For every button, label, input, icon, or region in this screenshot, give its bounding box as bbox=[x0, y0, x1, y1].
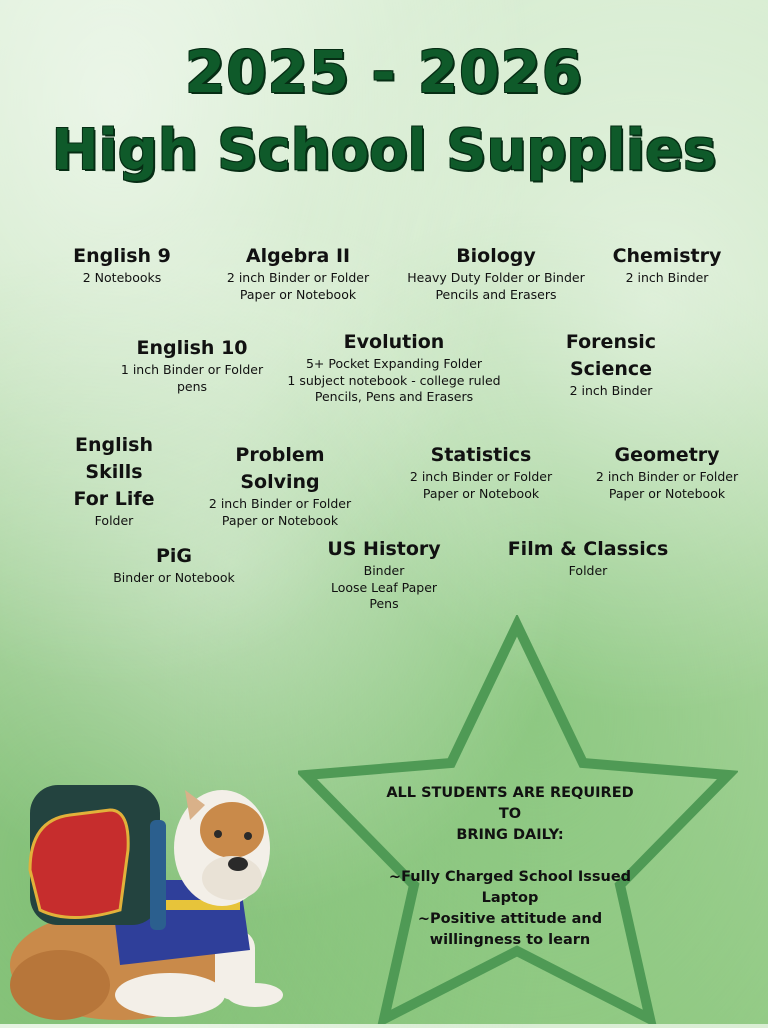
subject-name: Evolution bbox=[343, 331, 445, 353]
subject-name: Biology bbox=[456, 245, 536, 267]
star-note-line: willingness to learn bbox=[429, 932, 591, 948]
supply-item: 2 inch Binder or Folder bbox=[226, 270, 370, 285]
subject-name: Algebra II bbox=[245, 245, 351, 267]
star-note-line: Laptop bbox=[481, 890, 539, 906]
subject-pig bbox=[104, 543, 244, 587]
subject-biology bbox=[400, 243, 592, 303]
subject-name-line-2: Science bbox=[569, 358, 653, 380]
subject-name: Problem Solving bbox=[235, 444, 325, 493]
subject-evolution bbox=[284, 329, 504, 406]
subject-english-9 bbox=[52, 243, 192, 287]
subject-english-10 bbox=[112, 335, 272, 395]
subject-name: English 9 bbox=[73, 245, 171, 267]
subject-chemistry bbox=[600, 243, 734, 287]
subject-name-line-1: English Skills bbox=[75, 434, 153, 483]
bulldog-with-backpack-icon bbox=[0, 760, 300, 1024]
supply-item: 2 inch Binder or Folder bbox=[409, 469, 553, 484]
star-note-line: ~Positive attitude and bbox=[417, 911, 603, 927]
supply-item: 2 inch Binder bbox=[625, 270, 709, 285]
subject-geometry bbox=[586, 442, 748, 502]
subject-forensic-science bbox=[548, 329, 674, 400]
subject-name: Film & Classics bbox=[507, 538, 669, 560]
subject-algebra-2 bbox=[208, 243, 388, 303]
supply-item: Loose Leaf Paper bbox=[330, 579, 438, 595]
supply-item: 2 inch Binder bbox=[569, 383, 653, 398]
subject-name: US History bbox=[327, 538, 441, 560]
star-callout bbox=[298, 615, 738, 1024]
supply-item: Paper or Notebook bbox=[422, 485, 540, 501]
supply-item: 2 inch Binder or Folder bbox=[208, 496, 352, 511]
subject-problem-solving bbox=[194, 442, 366, 529]
supply-item: Folder bbox=[94, 513, 134, 528]
supply-item: Pens bbox=[369, 596, 399, 611]
title-years: 2025 - 2026 bbox=[184, 38, 584, 106]
supply-item: pens bbox=[176, 378, 208, 394]
subject-name-line-1: Forensic bbox=[565, 331, 657, 353]
star-note-line: ALL STUDENTS ARE REQUIRED TO bbox=[386, 785, 634, 822]
subject-us-history bbox=[314, 536, 454, 613]
subject-name: Statistics bbox=[430, 444, 532, 466]
star-note bbox=[378, 783, 642, 951]
subject-film-and-classics bbox=[502, 536, 674, 580]
star-note-line: ~Fully Charged School Issued bbox=[388, 869, 632, 885]
supply-item: Heavy Duty Folder or Binder bbox=[407, 270, 585, 285]
supply-item: Paper or Notebook bbox=[221, 512, 339, 528]
subject-name: Geometry bbox=[614, 444, 720, 466]
subject-name: English 10 bbox=[136, 337, 248, 359]
subject-name-line-2: For Life bbox=[73, 488, 155, 510]
subject-statistics bbox=[396, 442, 566, 502]
supply-item: Binder bbox=[363, 563, 405, 578]
supply-item: Pencils, Pens and Erasers bbox=[314, 389, 474, 404]
supply-item: Binder or Notebook bbox=[113, 570, 235, 585]
supply-item: Paper or Notebook bbox=[608, 485, 726, 501]
subject-name: Chemistry bbox=[612, 245, 722, 267]
subject-english-skills-for-life bbox=[44, 432, 184, 530]
supply-item: 1 subject notebook - college ruled bbox=[287, 372, 501, 388]
supply-item: Paper or Notebook bbox=[239, 286, 357, 302]
supply-item: 2 Notebooks bbox=[82, 270, 162, 285]
subject-name: PiG bbox=[155, 545, 193, 567]
supply-item: 1 inch Binder or Folder bbox=[120, 362, 264, 377]
supply-item: Folder bbox=[568, 563, 608, 578]
supply-item: 5+ Pocket Expanding Folder bbox=[305, 356, 483, 371]
supply-item: Pencils and Erasers bbox=[435, 286, 557, 302]
title-main: High School Supplies bbox=[51, 118, 717, 183]
star-note-line: BRING DAILY: bbox=[456, 827, 564, 843]
supply-item: 2 inch Binder or Folder bbox=[595, 469, 739, 484]
